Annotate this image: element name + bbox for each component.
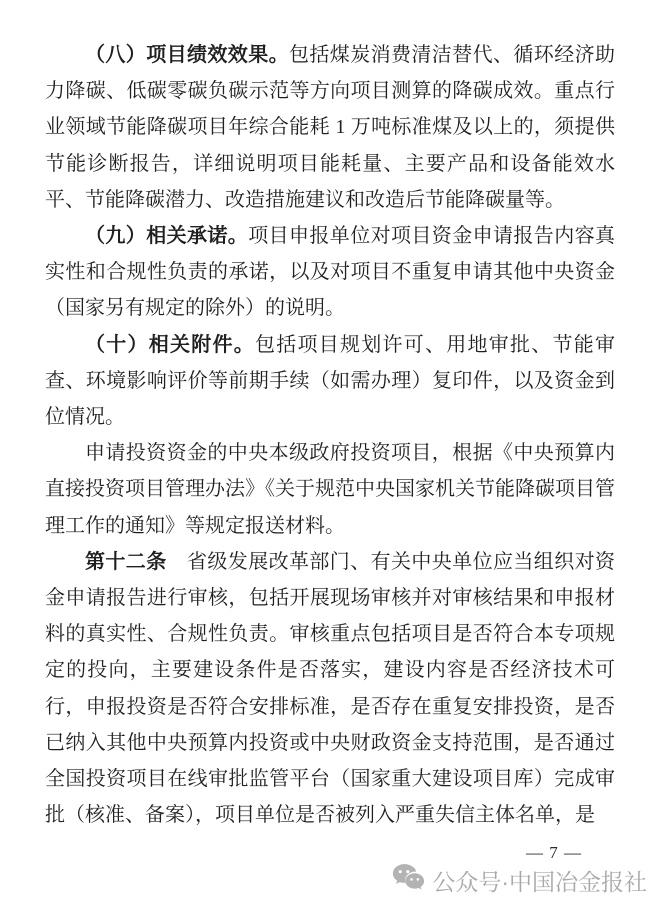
paragraph-article-12: [45, 544, 615, 834]
paragraph-lead: （十）相关附件。: [85, 333, 255, 356]
page-number: — 7 —: [526, 843, 582, 862]
document-body: [45, 37, 615, 833]
paragraph-text: 包括煤炭消费清洁替代、循环经济助力降碳、低碳零碳负碳示范等方向项目测算的降碳成效。重点行业领域节能降碳项目年综合能耗 1 万吨标准煤及以上的，须提供节能诊断报告，详细说明项目能耗量、主要产品和设备能效水平、节能降碳潜力、改造措施建议和改造后节能降碳量等。: [45, 44, 615, 211]
paragraph-text: 包括项目规划许可、用地审批、节能审查、环境影响评价等前期手续（如需办理）复印件，以及资金到位情况。: [45, 333, 615, 429]
paragraph-central-investment: [45, 435, 615, 544]
paragraph-lead: （八）项目绩效效果。: [85, 44, 289, 66]
paragraph-lead: （九）相关承诺。: [85, 225, 249, 248]
paragraph-10-attachments: [45, 327, 615, 436]
paragraph-text: 项目申报单位对项目资金申请报告内容真实性和合规性负责的承诺，以及对项目不重复申请其他中央资金（国家另有规定的除外）的说明。: [45, 225, 616, 320]
paragraph-9-commitments: [45, 218, 615, 327]
wechat-icon: [392, 863, 425, 897]
watermark-label: 公众号·中国冶金报社: [432, 868, 647, 895]
paragraph-text: 申请投资资金的中央本级政府投资项目，根据《中央预算内直接投资项目管理办法》《关于规范中央国家机关节能降碳项目管理工作的通知》等规定报送材料。: [45, 442, 615, 537]
paragraph-lead: 第十二条: [85, 550, 167, 573]
paragraph-8-project-performance: [45, 37, 615, 218]
paragraph-text: 省级发展改革部门、有关中央单位应当组织对资金申请报告进行审核，包括开展现场审核并对审核结果和申报材料的真实性、合规性负责。审核重点包括项目是否符合本专项规定的投向，主要建设条件是否落实，建设内容是否经济技术可行，申报投资是否符合安排标准，是否存在重复安排投资，是否已纳入其他中央预算内投资或中央财政资金支持范围，是否通过全国投资项目在线审批监管平台（国家重大建设项目库）完成审批（核准、备案），项目单位是否被列入严重失信主体名单，是: [45, 550, 616, 827]
watermark: [392, 863, 647, 897]
